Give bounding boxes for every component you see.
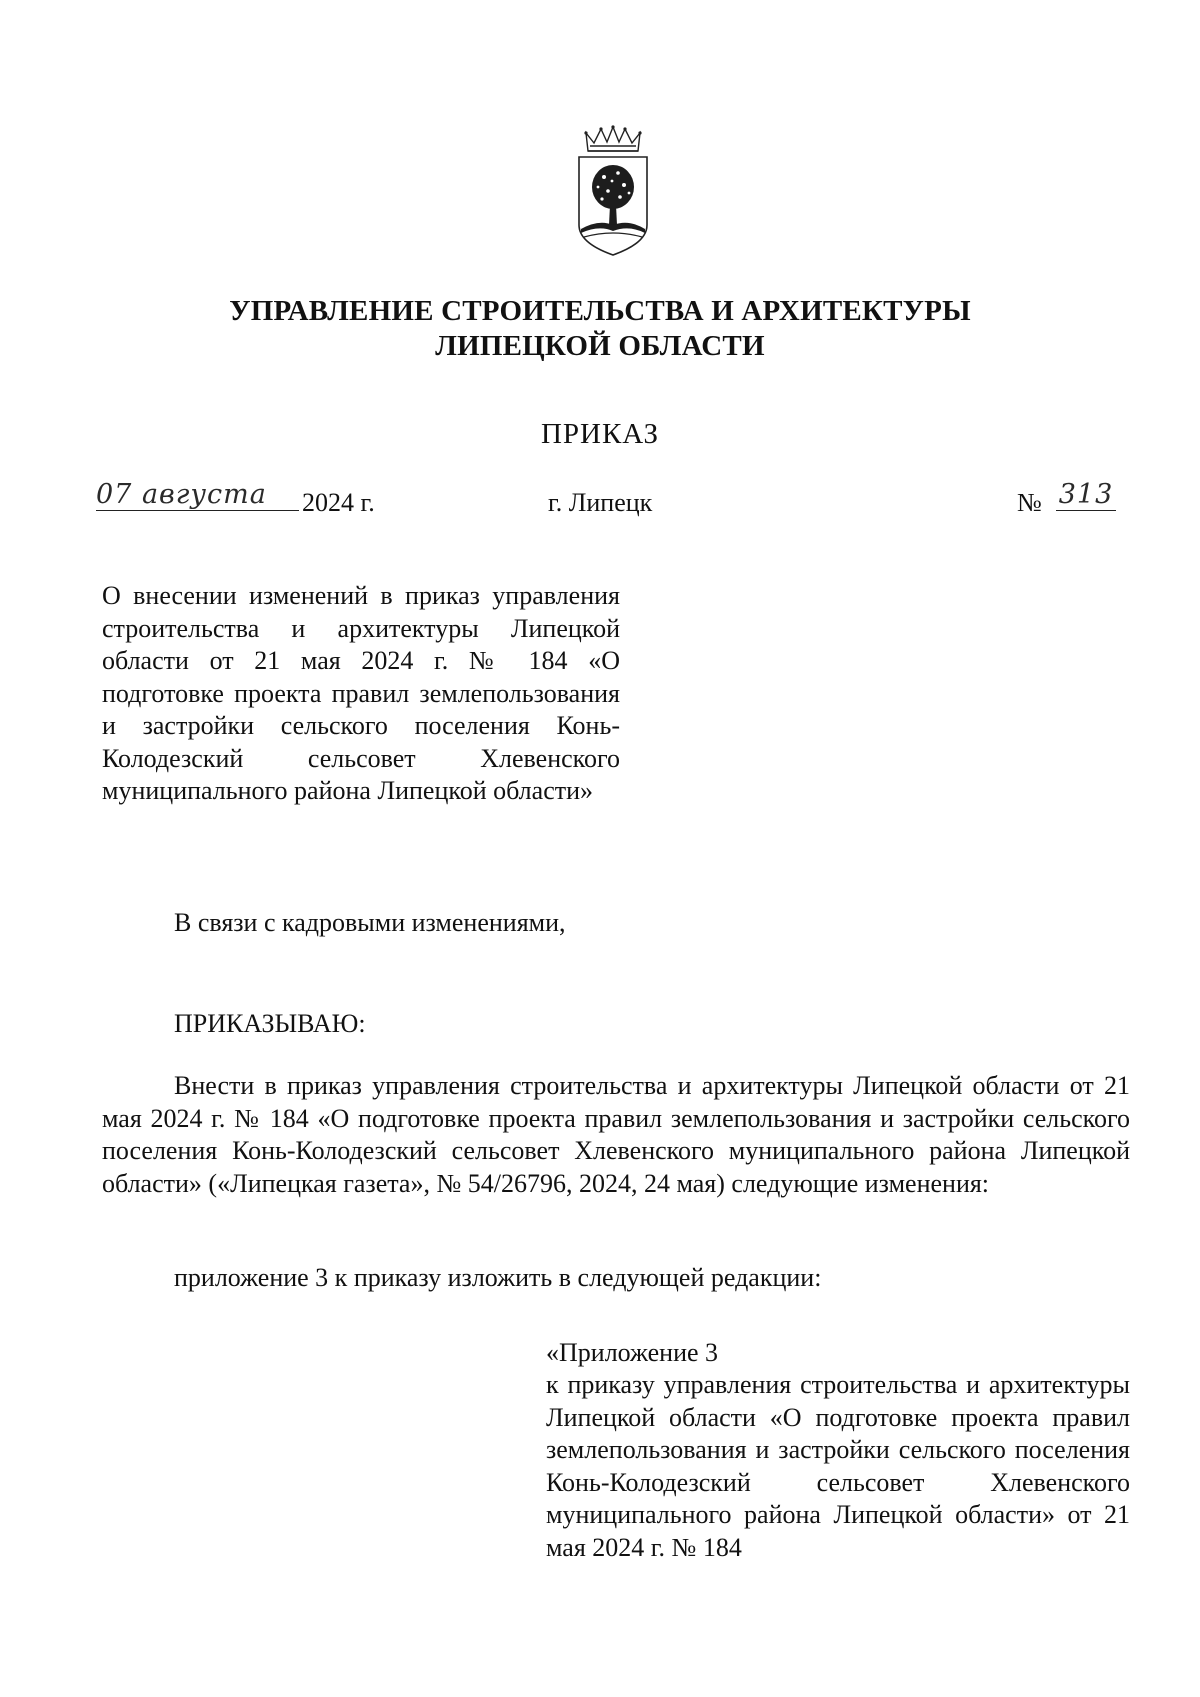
document-type: ПРИКАЗ xyxy=(540,418,660,450)
annex-title: «Приложение 3 xyxy=(546,1338,719,1367)
coat-of-arms-icon xyxy=(574,125,652,260)
annex-body: к приказу управления строительства и архитектуры Липецкой области «О подготовке проекта правил землепользования и застройки сельского поселения Конь-Колодезский сельсовет Хлевенского муниципального района Липецкой области» от 21 мая 2024 г. № 184 xyxy=(546,1370,1130,1562)
number-sign: № xyxy=(1017,488,1042,517)
city: г. Липецк xyxy=(548,488,653,517)
order-word: ПРИКАЗЫВАЮ: xyxy=(174,1009,366,1038)
document-title: О внесении изменений в приказ управления строительства и архитектуры Липецкой области от 21 мая 2024 г. № 184 «О подготовке проекта правил землепользования и застройки сельского поселения Конь-Колодезский сельсовет Хлевенского муниципального района Липецкой области» xyxy=(102,581,620,805)
main-paragraph: Внести в приказ управления строительства и архитектуры Липецкой области от 21 мая 2024 г. № 184 «О подготовке проекта правил землепользования и застройки сельского поселения Конь-Колодезский сельсовет Хлевенского муниципального района Липецкой области» («Липецкая газета», № 54/26796, 2024, 24 мая) следующие изменения: xyxy=(102,1071,1130,1198)
organization-name-line2: ЛИПЕЦКОЙ ОБЛАСТИ xyxy=(435,330,765,362)
document-number-handwritten: 313 xyxy=(1056,480,1116,511)
reason-paragraph: В связи с кадровыми изменениями, xyxy=(174,908,566,937)
date-year: 2024 г. xyxy=(302,488,375,517)
instruction-paragraph: приложение 3 к приказу изложить в следующей редакции: xyxy=(174,1263,822,1292)
date-handwritten: 07 августа xyxy=(96,480,299,511)
organization-name-line1: УПРАВЛЕНИЕ СТРОИТЕЛЬСТВА И АРХИТЕКТУРЫ xyxy=(229,295,971,327)
